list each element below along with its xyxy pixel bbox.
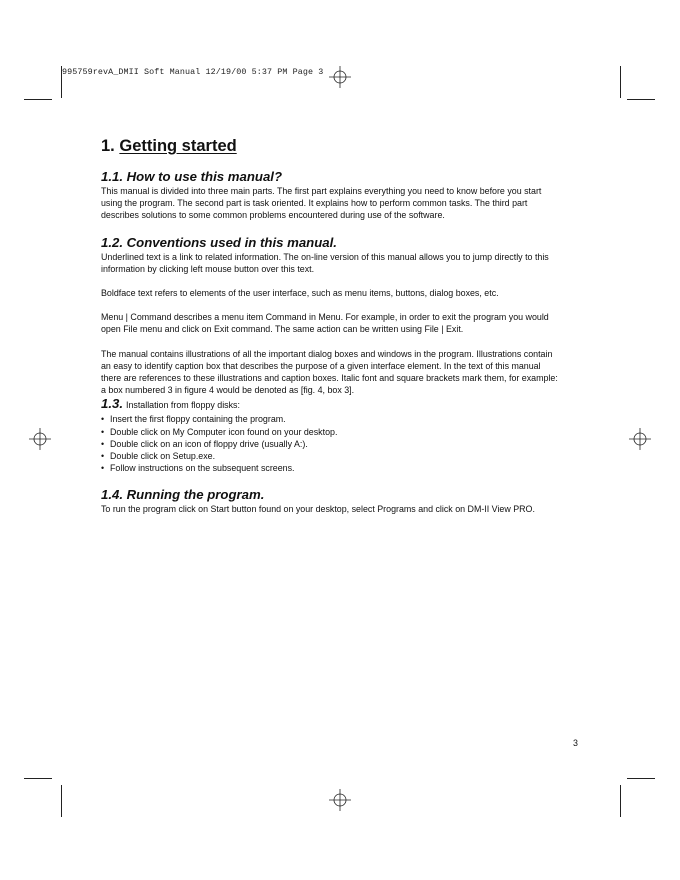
crop-mark-bottom-left-h xyxy=(24,778,52,779)
registration-mark-top-icon xyxy=(329,66,351,88)
section-body-1-1: This manual is divided into three main parts. The first part explains everything you need to know before you start using the program. The second part is task oriented. It explains how to perform common tasks. The third part describes solutions to some common problems encountered during use of the software. xyxy=(101,186,542,221)
section-heading-1-4: 1.4. Running the program. xyxy=(101,487,265,503)
crop-mark-top-left-h xyxy=(24,99,52,100)
conventions-paragraph-1: Underlined text is a link to related information. The on-line version of this manual allows you to jump directly to this information by clicking left mouse button over this text. xyxy=(101,251,549,274)
crop-mark-top-left-v xyxy=(61,66,62,98)
section-title-1-3: Installation from floppy disks: xyxy=(126,400,240,411)
crop-mark-top-right-h xyxy=(627,99,655,100)
page-number: 3 xyxy=(573,738,578,748)
registration-mark-bottom-icon xyxy=(329,789,351,811)
section-heading-1-1: 1.1. How to use this manual? xyxy=(101,169,282,184)
conventions-paragraph-4: The manual contains illustrations of all the important dialog boxes and windows in the program. Illustrations contain an easy to identify caption box that describes the purpose of a given interface element. In the text of this manual there are references to these illustrations and caption boxes. Italic font and square brackets mark them, for example: a box numbered 3 in figure 4 would be denoted as [fig. 4, box 3]. xyxy=(101,348,558,396)
install-steps-list xyxy=(101,413,563,474)
registration-mark-right-icon xyxy=(629,428,651,450)
crop-mark-bottom-right-v xyxy=(620,785,621,817)
chapter-title xyxy=(101,136,563,156)
chapter-number: 1. xyxy=(101,137,115,155)
list-item: • Insert the first floppy containing the program. xyxy=(101,413,563,425)
crop-mark-bottom-left-v xyxy=(61,785,62,817)
section-number-1-3: 1.3. xyxy=(101,396,123,412)
conventions-paragraph-3: Menu | Command describes a menu item Command in Menu. For example, in order to exit the program you would open File menu and click on Exit command. The same action can be written using File | Exit. xyxy=(101,312,549,335)
list-item: • Follow instructions on the subsequent screens. xyxy=(101,462,563,474)
registration-mark-left-icon xyxy=(29,428,51,450)
page-content xyxy=(101,136,563,516)
chapter-title-link[interactable]: Getting started xyxy=(119,137,237,155)
print-slug: 995759revA_DMII Soft Manual 12/19/00 5:37 PM Page 3 xyxy=(62,67,324,77)
section-body-1-4: To run the program click on Start button found on your desktop, select Programs and click on DM-II View PRO. xyxy=(101,504,535,515)
conventions-paragraph-2: Boldface text refers to elements of the user interface, such as menu items, buttons, dialog boxes, etc. xyxy=(101,288,499,299)
crop-mark-top-right-v xyxy=(620,66,621,98)
section-heading-1-2: 1.2. Conventions used in this manual. xyxy=(101,234,337,250)
list-item: • Double click on Setup.exe. xyxy=(101,450,563,462)
section-heading-1-3 xyxy=(101,396,563,413)
list-item: • Double click on an icon of floppy drive (usually A:). xyxy=(101,438,563,450)
crop-mark-bottom-right-h xyxy=(627,778,655,779)
list-item: • Double click on My Computer icon found on your desktop. xyxy=(101,426,563,438)
